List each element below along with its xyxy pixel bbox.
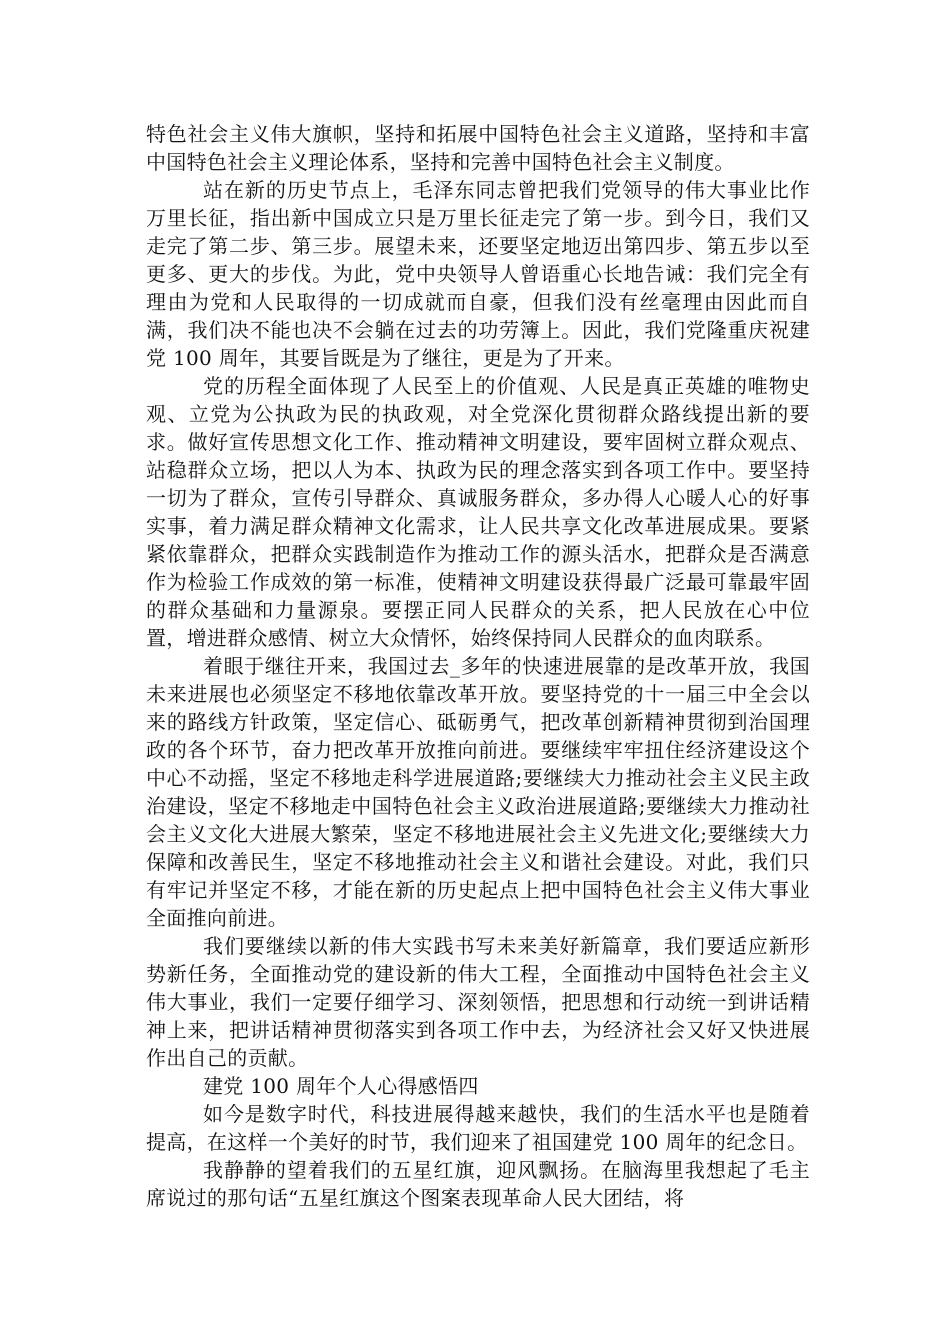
paragraph-5: 我们要继续以新的伟大实践书写未来美好新篇章，我们要适应新形势新任务，全面推动党的建设新的伟大工程，全面推动中国特色社会主义伟大事业，我们一定要仔细学习、深刻领悟，把思想和行动统一到讲话精神上来，把讲话精神贯彻落实到各项工作中去，为经济社会又好又快进展作出自己的贡献。 — [146, 934, 810, 1070]
paragraph-4: 着眼于继往开来，我国过去_多年的快速进展靠的是改革开放，我国未来进展也必须坚定不移地依靠改革开放。要坚持党的十一届三中全会以来的路线方针政策，坚定信心、砥砺勇气，把改革创新精神贯彻到治国理政的各个环节，奋力把改革开放推向前进。要继续牢牢扭住经济建设这个中心不动摇，坚定不移地走科学进展道路;要继续大力推动社会主义民主政治建设，坚定不移地走中国特色社会主义政治进展道路;要继续大力推动社会主义文化大进展大繁荣，坚定不移地进展社会主义先进文化;要继续大力保障和改善民生，坚定不移地推动社会主义和谐社会建设。对此，我们只有牢记并坚定不移，才能在新的历史起点上把中国特色社会主义伟大事业全面推向前进。 — [146, 654, 810, 930]
paragraph-7: 我静静的望着我们的五星红旗，迎风飘扬。在脑海里我想起了毛主席说过的那句话“五星红旗这个图案表现革命人民大团结，将 — [146, 1158, 810, 1210]
paragraph-6: 如今是数字时代，科技进展得越来越快，我们的生活水平也是随着提高，在这样一个美好的时节，我们迎来了祖国建党 100 周年的纪念日。 — [146, 1102, 810, 1154]
section-heading: 建党 100 周年个人心得感悟四 — [203, 1074, 479, 1098]
document-body — [146, 120, 810, 1212]
paragraph-3: 党的历程全面体现了人民至上的价值观、人民是真正英雄的唯物史观、立党为公执政为民的执政观，对全党深化贯彻群众路线提出新的要求。做好宣传思想文化工作、推动精神文明建设，要牢固树立群众观点、站稳群众立场，把以人为本、执政为民的理念落实到各项工作中。要坚持一切为了群众，宣传引导群众、真诚服务群众，多办得人心暖人心的好事实事，着力满足群众精神文化需求，让人民共享文化改革进展成果。要紧紧依靠群众，把群众实践制造作为推动工作的源头活水，把群众是否满意作为检验工作成效的第一标准，使精神文明建设获得最广泛最可靠最牢固的群众基础和力量源泉。要摆正同人民群众的关系，把人民放在心中位置，增进群众感情、树立大众情怀，始终保持同人民群众的血肉联系。 — [146, 374, 810, 650]
paragraph-1: 特色社会主义伟大旗帜，坚持和拓展中国特色社会主义道路，坚持和丰富中国特色社会主义理论体系，坚持和完善中国特色社会主义制度。 — [146, 122, 810, 174]
paragraph-2: 站在新的历史节点上，毛泽东同志曾把我们党领导的伟大事业比作万里长征，指出新中国成立只是万里长征走完了第一步。到今日，我们又走完了第二步、第三步。展望未来，还要坚定地迈出第四步、第五步以至更多、更大的步伐。为此，党中央领导人曾语重心长地告诫：我们完全有理由为党和人民取得的一切成就而自豪，但我们没有丝毫理由因此而自满，我们决不能也决不会躺在过去的功劳簿上。因此，我们党隆重庆祝建党 100 周年，其要旨既是为了继往，更是为了开来。 — [146, 178, 810, 370]
